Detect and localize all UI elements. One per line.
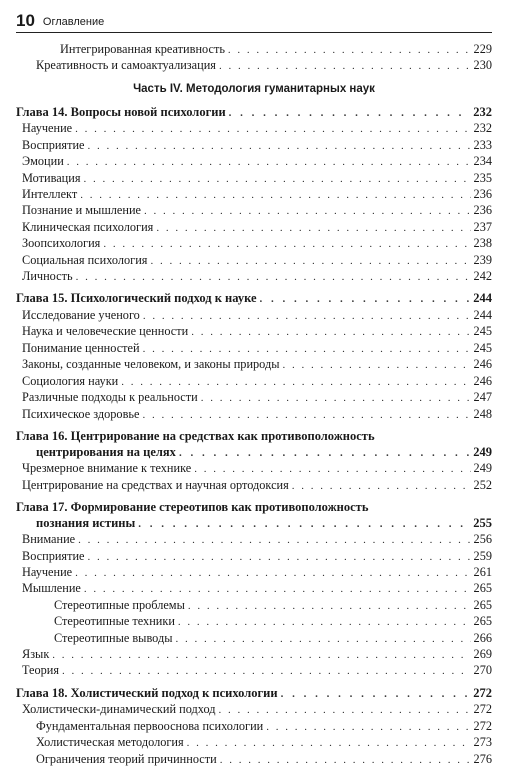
- leader-dots: [143, 309, 471, 324]
- toc-entry-page: 245: [473, 340, 492, 355]
- table-of-contents: [0, 42, 506, 768]
- leader-dots: [80, 188, 470, 203]
- leader-dots: [143, 342, 471, 357]
- toc-entry[interactable]: [0, 357, 492, 373]
- toc-subentry[interactable]: [0, 631, 492, 647]
- chapter-title: Глава 15. Психологический подход к науке: [16, 291, 257, 306]
- toc-entry-page: 247: [473, 390, 492, 405]
- toc-entry-page: 246: [473, 357, 492, 372]
- toc-entry-label: Восприятие: [22, 137, 85, 152]
- toc-entry[interactable]: [0, 647, 492, 663]
- toc-entry-page: 249: [473, 461, 492, 476]
- toc-entry-label: Исследование ученого: [22, 308, 140, 323]
- toc-chapter-14[interactable]: [0, 105, 492, 122]
- leader-dots: [281, 687, 471, 703]
- toc-entry-page: 246: [473, 373, 492, 388]
- toc-entry-label: Центрирование на средствах и научная ортодоксия: [22, 477, 289, 492]
- leader-dots: [194, 462, 470, 477]
- leader-dots: [266, 720, 470, 735]
- toc-entry-label: Холистически-динамический подход: [22, 702, 216, 717]
- toc-entry[interactable]: [0, 663, 492, 679]
- toc-entry[interactable]: [0, 374, 492, 390]
- toc-entry[interactable]: [0, 42, 492, 58]
- leader-dots: [188, 599, 471, 614]
- toc-entry[interactable]: [0, 407, 492, 423]
- toc-entry-label: Научение: [22, 564, 73, 579]
- toc-entry-label: Мышление: [22, 581, 81, 596]
- toc-entry-label: Интегрированная креативность: [60, 42, 225, 56]
- toc-entry-label: Мотивация: [22, 170, 81, 185]
- toc-entry[interactable]: [0, 581, 492, 597]
- toc-entry-page: 230: [473, 58, 492, 73]
- toc-entry[interactable]: [0, 390, 492, 406]
- toc-entry-page: 265: [473, 581, 492, 596]
- toc-chapter-16[interactable]: [0, 445, 492, 462]
- toc-entry-label: Социология науки: [22, 373, 119, 388]
- toc-entry[interactable]: [0, 565, 492, 581]
- toc-chapter-17-title[interactable]: [0, 500, 492, 516]
- toc-entry-page: 259: [473, 548, 492, 563]
- toc-entry-page: 276: [473, 751, 492, 766]
- leader-dots: [52, 648, 470, 663]
- leader-dots: [142, 408, 470, 423]
- leader-dots: [229, 106, 471, 122]
- toc-entry-page: 232: [473, 121, 492, 136]
- toc-entry-page: 272: [473, 702, 492, 717]
- toc-entry[interactable]: [0, 220, 492, 236]
- toc-entry[interactable]: [0, 702, 492, 718]
- toc-chapter-17[interactable]: [0, 516, 492, 533]
- leader-dots: [179, 446, 470, 462]
- section-title: Оглавление: [42, 16, 105, 28]
- leader-dots: [292, 479, 471, 494]
- leader-dots: [228, 43, 471, 58]
- chapter-page: 249: [473, 444, 492, 459]
- leader-dots: [191, 325, 470, 340]
- leader-dots: [178, 615, 471, 630]
- toc-entry-label: Познание и мышление: [22, 203, 141, 218]
- toc-entry-label: Стереотипные проблемы: [54, 597, 185, 612]
- toc-entry-label: Личность: [22, 269, 73, 284]
- toc-entry[interactable]: [0, 58, 492, 74]
- leader-dots: [220, 753, 471, 768]
- toc-entry-label: Ограничения теорий причинности: [36, 751, 217, 766]
- toc-entry-label: Социальная психология: [22, 252, 148, 267]
- toc-entry-label: Различные подходы к реальности: [22, 390, 198, 405]
- leader-dots: [138, 517, 470, 533]
- toc-entry[interactable]: [0, 138, 492, 154]
- toc-entry[interactable]: [0, 269, 492, 285]
- leader-dots: [144, 204, 471, 219]
- toc-entry-page: 269: [473, 646, 492, 661]
- toc-entry-label: Психическое здоровье: [22, 406, 140, 421]
- leader-dots: [156, 221, 470, 236]
- leader-dots: [283, 358, 471, 373]
- toc-entry-label: Чрезмерное внимание к технике: [22, 461, 192, 476]
- toc-entry-page: 245: [473, 324, 492, 339]
- leader-dots: [76, 270, 471, 285]
- leader-dots: [62, 664, 471, 679]
- toc-entry-label: Клиническая психология: [22, 219, 154, 234]
- toc-entry[interactable]: [0, 187, 492, 203]
- toc-entry-label: Зоопсихология: [22, 236, 101, 251]
- toc-entry-label: Восприятие: [22, 548, 85, 563]
- page-number: 10: [16, 11, 35, 30]
- leader-dots: [88, 550, 471, 565]
- leader-dots: [75, 566, 470, 581]
- toc-entry-label: Язык: [22, 646, 50, 661]
- chapter-title: Глава 14. Вопросы новой психологии: [16, 104, 226, 119]
- toc-entry[interactable]: [0, 236, 492, 252]
- toc-entry[interactable]: [0, 341, 492, 357]
- leader-dots: [84, 172, 471, 187]
- toc-entry-page: 273: [473, 735, 492, 750]
- leader-dots: [84, 582, 471, 597]
- toc-entry-page: 236: [473, 203, 492, 218]
- leader-dots: [201, 391, 471, 406]
- toc-entry-label: Эмоции: [22, 154, 64, 169]
- toc-entry-page: 239: [473, 252, 492, 267]
- leader-dots: [260, 292, 471, 308]
- toc-entry-label: Наука и человеческие ценности: [22, 324, 189, 339]
- toc-entry-label: Законы, созданные человеком, и законы природы: [22, 357, 280, 372]
- chapter-page: 232: [473, 104, 492, 119]
- toc-entry[interactable]: [0, 324, 492, 340]
- toc-entry-label: Холистическая методология: [36, 735, 184, 750]
- toc-chapter-18[interactable]: [0, 686, 492, 703]
- toc-entry-label: Внимание: [22, 532, 76, 547]
- toc-entry[interactable]: [0, 154, 492, 170]
- toc-entry-label: Теория: [22, 663, 60, 678]
- toc-entry-page: 265: [473, 614, 492, 629]
- toc-subentry[interactable]: [0, 752, 492, 768]
- chapter-title: Глава 16. Центрирование на средствах как противоположность: [16, 428, 375, 443]
- toc-entry-label: Фундаментальная первооснова психологии: [36, 718, 264, 733]
- toc-subentry[interactable]: [0, 735, 492, 751]
- toc-entry-page: 272: [473, 718, 492, 733]
- toc-chapter-15[interactable]: [0, 291, 492, 308]
- toc-entry-page: 266: [473, 630, 492, 645]
- toc-entry-page: 252: [473, 477, 492, 492]
- chapter-title-continued: познания истины: [36, 515, 136, 530]
- leader-dots: [67, 155, 471, 170]
- toc-entry[interactable]: [0, 203, 492, 219]
- toc-entry[interactable]: [0, 461, 492, 477]
- toc-subentry[interactable]: [0, 598, 492, 614]
- chapter-title: Глава 18. Холистический подход к психологии: [16, 685, 278, 700]
- leader-dots: [75, 122, 470, 137]
- toc-entry-label: Креативность и самоактуализация: [36, 58, 216, 73]
- toc-chapter-16-title[interactable]: [0, 429, 492, 445]
- toc-entry-label: Понимание ценностей: [22, 340, 140, 355]
- leader-dots: [103, 237, 470, 252]
- leader-dots: [219, 703, 471, 718]
- toc-entry[interactable]: [0, 171, 492, 187]
- toc-entry-label: Научение: [22, 121, 73, 136]
- toc-entry-page: 237: [473, 219, 492, 234]
- chapter-title: Глава 17. Формирование стереотипов как противоположность: [16, 499, 369, 514]
- leader-dots: [175, 632, 470, 647]
- chapter-page: 272: [473, 685, 492, 700]
- toc-entry-page: 233: [473, 137, 492, 152]
- toc-entry-page: 234: [473, 154, 492, 169]
- chapter-title-continued: центрирования на целях: [36, 444, 176, 459]
- toc-entry-page: 236: [473, 187, 492, 202]
- toc-entry-page: 270: [473, 663, 492, 678]
- toc-entry[interactable]: [0, 478, 492, 494]
- toc-entry-page: 238: [473, 236, 492, 251]
- leader-dots: [78, 533, 470, 548]
- leader-dots: [121, 375, 470, 390]
- chapter-page: 244: [473, 291, 492, 306]
- toc-subentry[interactable]: [0, 614, 492, 630]
- toc-entry[interactable]: [0, 308, 492, 324]
- leader-dots: [187, 736, 471, 751]
- leader-dots: [150, 254, 470, 269]
- chapter-page: 255: [473, 515, 492, 530]
- toc-entry[interactable]: [0, 532, 492, 548]
- toc-entry[interactable]: [0, 253, 492, 269]
- toc-entry-page: 235: [473, 170, 492, 185]
- part-heading: Часть IV. Методология гуманитарных наук: [133, 82, 375, 95]
- toc-entry-page: 265: [473, 597, 492, 612]
- toc-subentry[interactable]: [0, 719, 492, 735]
- toc-entry-page: 244: [473, 308, 492, 323]
- toc-entry-label: Стереотипные техники: [54, 614, 175, 629]
- toc-entry-page: 229: [473, 42, 492, 56]
- page-header: [16, 10, 492, 33]
- leader-dots: [88, 139, 471, 154]
- toc-entry-page: 256: [473, 532, 492, 547]
- toc-entry[interactable]: [0, 121, 492, 137]
- toc-entry-label: Стереотипные выводы: [54, 630, 173, 645]
- toc-entry-page: 261: [473, 564, 492, 579]
- toc-entry-label: Интеллект: [22, 187, 78, 202]
- leader-dots: [219, 59, 471, 74]
- toc-entry-page: 248: [473, 406, 492, 421]
- toc-entry-page: 242: [473, 269, 492, 284]
- toc-entry[interactable]: [0, 549, 492, 565]
